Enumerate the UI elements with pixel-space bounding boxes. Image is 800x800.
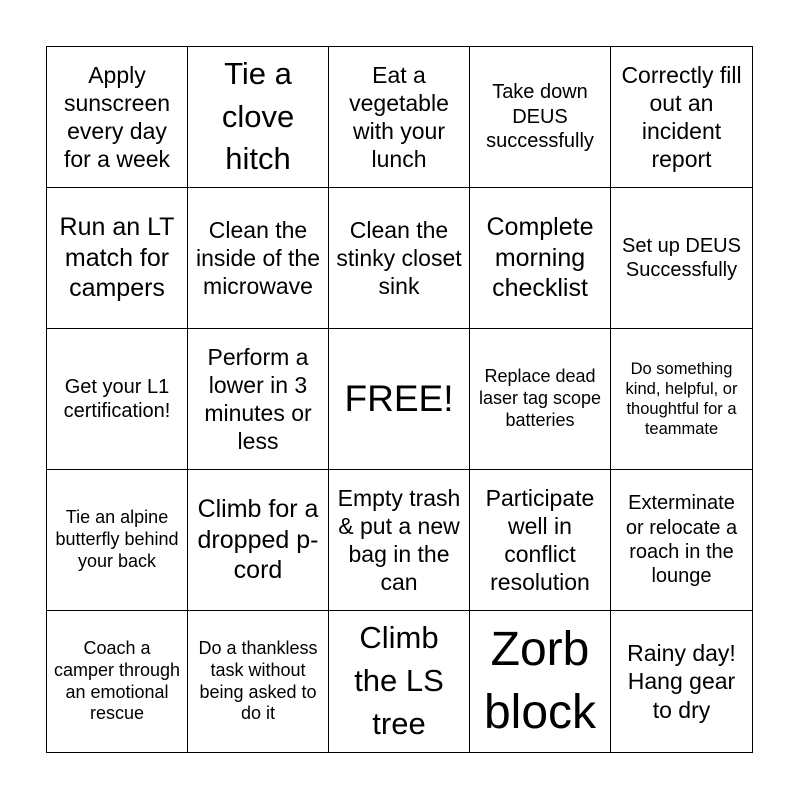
bingo-cell-4-1[interactable] — [47, 470, 188, 611]
bingo-cell-5-1[interactable] — [47, 611, 188, 752]
bingo-board — [46, 46, 753, 753]
bingo-cell-4-3[interactable] — [329, 470, 470, 611]
bingo-cell-5-5[interactable] — [611, 611, 752, 752]
cell-text: Climb for a dropped p-cord — [197, 495, 319, 585]
bingo-cell-1-4[interactable] — [470, 47, 611, 188]
bingo-cell-5-4[interactable] — [470, 611, 611, 752]
bingo-cell-2-3[interactable] — [329, 188, 470, 329]
bingo-cell-3-4[interactable] — [470, 329, 611, 470]
cell-text: Get your L1 certification! — [63, 375, 171, 422]
cell-text: Tie an alpine butterfly behind your back — [55, 507, 179, 571]
cell-text: Correctly fill out an incident report — [621, 61, 742, 173]
cell-text: Exterminate or relocate a roach in the lounge — [625, 492, 738, 588]
bingo-cell-2-2[interactable] — [188, 188, 329, 329]
bingo-cell-3-1[interactable] — [47, 329, 188, 470]
cell-text: Eat a vegetable with your lunch — [349, 61, 449, 173]
bingo-cell-5-2[interactable] — [188, 611, 329, 752]
cell-text: Replace dead laser tag scope batteries — [478, 366, 602, 430]
cell-text: Tie a clove hitch — [221, 55, 295, 177]
bingo-cell-2-4[interactable] — [470, 188, 611, 329]
cell-text: Complete morning checklist — [486, 213, 594, 303]
bingo-cell-1-2[interactable] — [188, 47, 329, 188]
cell-text: Run an LT match for campers — [59, 213, 175, 303]
bingo-cell-4-5[interactable] — [611, 470, 752, 611]
bingo-cell-4-4[interactable] — [470, 470, 611, 611]
bingo-cell-4-2[interactable] — [188, 470, 329, 611]
bingo-free-space[interactable] — [329, 329, 470, 470]
cell-text: Coach a camper through an emotional rescue — [53, 637, 181, 724]
cell-text: Take down DEUS successfully — [486, 81, 594, 153]
cell-text: Do a thankless task without being asked to do it — [198, 637, 318, 724]
cell-text: Rainy day! Hang gear to dry — [627, 640, 736, 723]
bingo-cell-1-5[interactable] — [611, 47, 752, 188]
cell-text: Do something kind, helpful, or thoughtful for a teammate — [625, 359, 738, 439]
cell-text: Zorb block — [483, 623, 597, 739]
cell-text: FREE! — [344, 378, 454, 420]
cell-text: Perform a lower in 3 minutes or less — [204, 343, 312, 455]
cell-text: Set up DEUS Successfully — [622, 234, 741, 281]
bingo-cell-3-5[interactable] — [611, 329, 752, 470]
cell-text: Clean the inside of the microwave — [195, 216, 321, 300]
bingo-cell-1-3[interactable] — [329, 47, 470, 188]
cell-text: Climb the LS tree — [354, 620, 444, 741]
bingo-cell-2-1[interactable] — [47, 188, 188, 329]
cell-text: Participate well in conflict resolution — [485, 484, 595, 596]
cell-text: Clean the stinky closet sink — [336, 216, 462, 300]
bingo-cell-1-1[interactable] — [47, 47, 188, 188]
bingo-cell-3-2[interactable] — [188, 329, 329, 470]
bingo-cell-5-3[interactable] — [329, 611, 470, 752]
cell-text: Empty trash & put a new bag in the can — [337, 484, 461, 596]
bingo-cell-2-5[interactable] — [611, 188, 752, 329]
cell-text: Apply sunscreen every day for a week — [63, 61, 171, 173]
